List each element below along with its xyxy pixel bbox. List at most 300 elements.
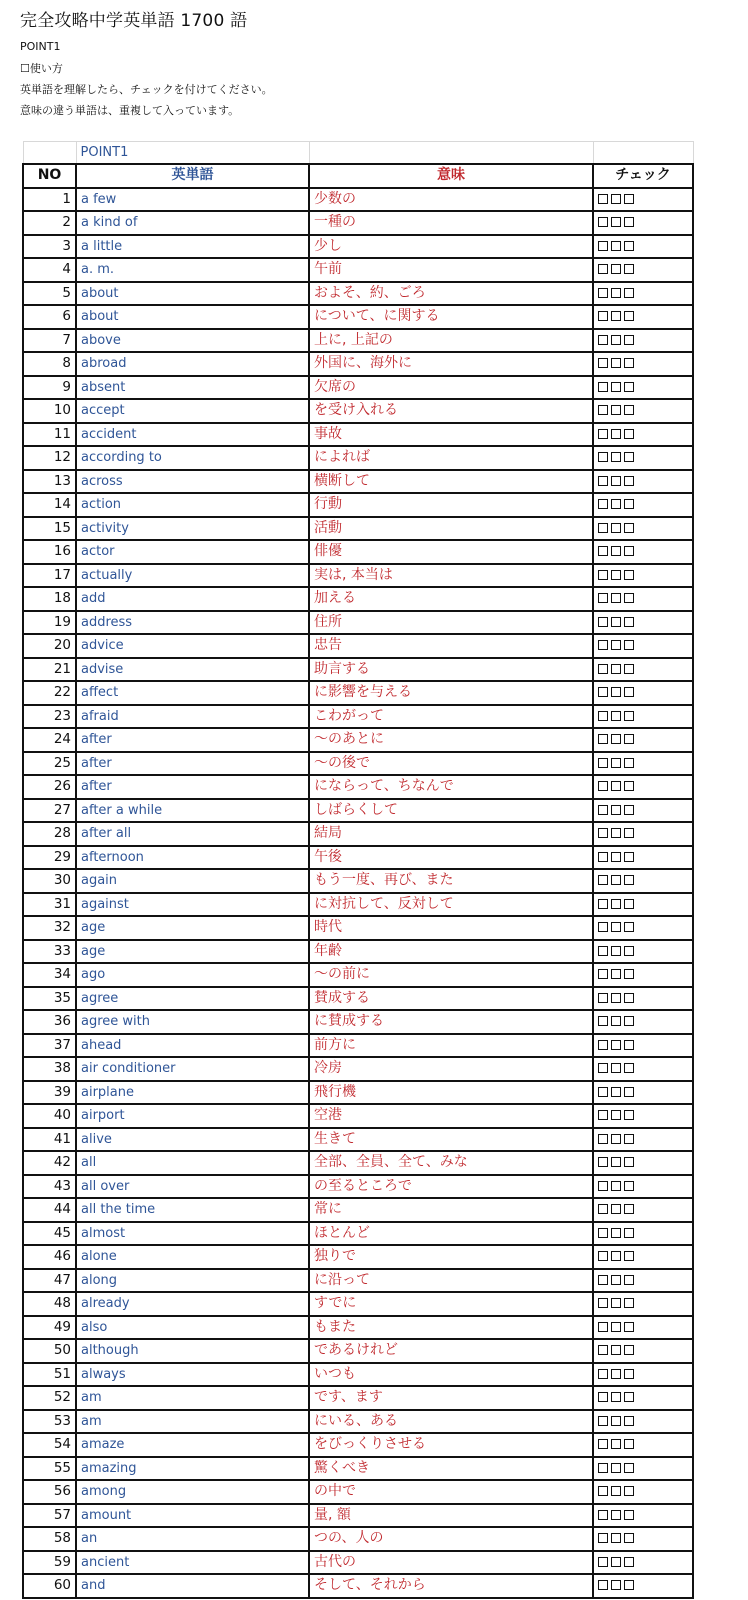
checkbox[interactable] (598, 1063, 608, 1073)
checkbox[interactable] (598, 852, 608, 862)
table-row (23, 1269, 693, 1293)
row-number: 14 (23, 493, 76, 517)
checkbox[interactable] (611, 1439, 621, 1449)
checkbox[interactable] (611, 476, 621, 486)
checkbox[interactable] (598, 1439, 608, 1449)
checkbox[interactable] (598, 899, 608, 909)
checkbox[interactable] (624, 1251, 634, 1261)
english-word: also (76, 1316, 309, 1340)
table-row (23, 869, 693, 893)
checkbox[interactable] (598, 1251, 608, 1261)
checkbox[interactable] (611, 899, 621, 909)
checkbox[interactable] (611, 1251, 621, 1261)
checkbox[interactable] (598, 1157, 608, 1167)
checkbox[interactable] (624, 899, 634, 909)
checkbox[interactable] (624, 1416, 634, 1426)
checkbox[interactable] (624, 476, 634, 486)
checkbox[interactable] (624, 523, 634, 533)
english-word: age (76, 916, 309, 940)
checkbox[interactable] (598, 546, 608, 556)
checkbox[interactable] (624, 264, 634, 274)
checkbox[interactable] (611, 452, 621, 462)
checkbox[interactable] (611, 781, 621, 791)
checkbox[interactable] (624, 828, 634, 838)
checkbox[interactable] (611, 1275, 621, 1285)
checkbox[interactable] (624, 1533, 634, 1543)
table-row (23, 658, 693, 682)
checkbox[interactable] (611, 969, 621, 979)
checkbox[interactable] (598, 1110, 608, 1120)
checkbox[interactable] (624, 1580, 634, 1590)
checkbox[interactable] (624, 1063, 634, 1073)
checkbox[interactable] (598, 311, 608, 321)
check-cell (593, 1222, 693, 1246)
checkbox[interactable] (624, 382, 634, 392)
checkbox[interactable] (598, 405, 608, 415)
checkbox[interactable] (624, 687, 634, 697)
checkbox[interactable] (624, 1510, 634, 1520)
checkbox[interactable] (624, 499, 634, 509)
checkbox[interactable] (624, 593, 634, 603)
check-cell (593, 728, 693, 752)
checkbox[interactable] (611, 875, 621, 885)
checkbox[interactable] (598, 711, 608, 721)
checkbox[interactable] (598, 1040, 608, 1050)
checkbox[interactable] (624, 1110, 634, 1120)
row-number: 35 (23, 987, 76, 1011)
checkbox[interactable] (598, 1016, 608, 1026)
row-number: 12 (23, 446, 76, 470)
checkbox[interactable] (598, 1275, 608, 1285)
checkbox[interactable] (624, 852, 634, 862)
check-cell (593, 1527, 693, 1551)
checkbox[interactable] (598, 288, 608, 298)
row-number: 23 (23, 705, 76, 729)
checkbox[interactable] (598, 264, 608, 274)
japanese-meaning: 忠告 (309, 634, 593, 658)
table-row (23, 423, 693, 447)
checkbox[interactable] (624, 734, 634, 744)
english-word: airport (76, 1104, 309, 1128)
japanese-meaning: ～の前に (309, 963, 593, 987)
checkbox[interactable] (611, 546, 621, 556)
checkbox[interactable] (624, 335, 634, 345)
english-word: amazing (76, 1457, 309, 1481)
checkbox[interactable] (611, 1369, 621, 1379)
checkbox[interactable] (611, 1580, 621, 1590)
checkbox[interactable] (624, 1557, 634, 1567)
english-word: accept (76, 399, 309, 423)
checkbox[interactable] (611, 852, 621, 862)
checkbox[interactable] (611, 922, 621, 932)
japanese-meaning: 前方に (309, 1034, 593, 1058)
japanese-meaning: 俳優 (309, 540, 593, 564)
checkbox[interactable] (624, 969, 634, 979)
checkbox[interactable] (611, 805, 621, 815)
checkbox[interactable] (624, 288, 634, 298)
japanese-meaning: 量, 額 (309, 1504, 593, 1528)
checkbox[interactable] (598, 758, 608, 768)
table-row (23, 329, 693, 353)
checkbox[interactable] (611, 734, 621, 744)
checkbox[interactable] (611, 1157, 621, 1167)
check-cell (593, 470, 693, 494)
checkbox[interactable] (611, 523, 621, 533)
checkbox[interactable] (598, 1533, 608, 1543)
checkbox[interactable] (624, 1345, 634, 1355)
checkbox[interactable] (611, 335, 621, 345)
checkbox[interactable] (624, 758, 634, 768)
check-cell (593, 329, 693, 353)
japanese-meaning: であるけれど (309, 1339, 593, 1363)
english-word: address (76, 611, 309, 635)
row-number: 1 (23, 188, 76, 212)
checkbox[interactable] (598, 523, 608, 533)
checkbox[interactable] (611, 617, 621, 627)
checkbox[interactable] (611, 405, 621, 415)
row-number: 3 (23, 235, 76, 259)
checkbox[interactable] (598, 1416, 608, 1426)
checkbox[interactable] (624, 1392, 634, 1402)
table-row (23, 1292, 693, 1316)
checkbox[interactable] (598, 499, 608, 509)
checkbox[interactable] (598, 828, 608, 838)
checkbox[interactable] (624, 1369, 634, 1379)
point-header-label: POINT1 (76, 142, 309, 165)
checkbox[interactable] (624, 805, 634, 815)
table-row (23, 1480, 693, 1504)
checkbox[interactable] (624, 1040, 634, 1050)
checkbox[interactable] (624, 1486, 634, 1496)
japanese-meaning: をびっくりさせる (309, 1433, 593, 1457)
row-number: 38 (23, 1057, 76, 1081)
checkbox[interactable] (598, 593, 608, 603)
checkbox[interactable] (611, 194, 621, 204)
english-word: according to (76, 446, 309, 470)
check-cell (593, 352, 693, 376)
japanese-meaning: に対抗して、反対して (309, 893, 593, 917)
checkbox[interactable] (598, 476, 608, 486)
checkbox[interactable] (598, 875, 608, 885)
english-word: agree (76, 987, 309, 1011)
checkbox[interactable] (598, 805, 608, 815)
row-number: 18 (23, 587, 76, 611)
checkbox[interactable] (611, 1392, 621, 1402)
checkbox[interactable] (624, 1157, 634, 1167)
table-row (23, 1128, 693, 1152)
checkbox[interactable] (611, 711, 621, 721)
checkbox[interactable] (598, 1322, 608, 1332)
english-word: among (76, 1480, 309, 1504)
row-number: 19 (23, 611, 76, 635)
check-cell (593, 1292, 693, 1316)
row-number: 9 (23, 376, 76, 400)
checkbox[interactable] (611, 664, 621, 674)
row-number: 27 (23, 799, 76, 823)
checkbox[interactable] (598, 664, 608, 674)
checkbox[interactable] (598, 570, 608, 580)
row-number: 20 (23, 634, 76, 658)
checkbox[interactable] (611, 311, 621, 321)
checkbox[interactable] (624, 217, 634, 227)
checkbox[interactable] (598, 335, 608, 345)
checkbox[interactable] (624, 922, 634, 932)
table-row (23, 470, 693, 494)
checkbox[interactable] (624, 617, 634, 627)
japanese-meaning: にならって、ちなんで (309, 775, 593, 799)
english-word: after (76, 752, 309, 776)
checkbox[interactable] (624, 993, 634, 1003)
row-number: 6 (23, 305, 76, 329)
checkbox[interactable] (611, 358, 621, 368)
checkbox[interactable] (624, 1463, 634, 1473)
checkbox[interactable] (598, 781, 608, 791)
table-row (23, 963, 693, 987)
checkbox[interactable] (598, 993, 608, 1003)
checkbox[interactable] (598, 1392, 608, 1402)
checkbox[interactable] (611, 1533, 621, 1543)
checkbox[interactable] (611, 1486, 621, 1496)
checkbox[interactable] (598, 946, 608, 956)
row-number: 42 (23, 1151, 76, 1175)
checkbox[interactable] (611, 241, 621, 251)
row-number: 34 (23, 963, 76, 987)
checkbox[interactable] (611, 640, 621, 650)
row-number: 46 (23, 1245, 76, 1269)
checkbox[interactable] (611, 1110, 621, 1120)
check-cell (593, 1128, 693, 1152)
checkbox[interactable] (611, 1557, 621, 1567)
japanese-meaning: 助言する (309, 658, 593, 682)
checkbox[interactable] (611, 1204, 621, 1214)
checkbox[interactable] (598, 617, 608, 627)
english-word: about (76, 305, 309, 329)
english-word: add (76, 587, 309, 611)
row-number: 44 (23, 1198, 76, 1222)
checkbox[interactable] (611, 993, 621, 1003)
row-number: 33 (23, 940, 76, 964)
checkbox[interactable] (624, 1275, 634, 1285)
checkbox[interactable] (624, 711, 634, 721)
checkbox[interactable] (598, 1204, 608, 1214)
japanese-meaning: もまた (309, 1316, 593, 1340)
row-number: 47 (23, 1269, 76, 1293)
check-cell (593, 258, 693, 282)
japanese-meaning: 住所 (309, 611, 593, 635)
row-number: 40 (23, 1104, 76, 1128)
checkbox[interactable] (624, 1134, 634, 1144)
table-row (23, 1034, 693, 1058)
checkbox[interactable] (611, 1322, 621, 1332)
checkbox[interactable] (611, 1063, 621, 1073)
checkbox[interactable] (598, 1228, 608, 1238)
english-word: amaze (76, 1433, 309, 1457)
japanese-meaning: 常に (309, 1198, 593, 1222)
check-cell (593, 1504, 693, 1528)
table-row (23, 775, 693, 799)
checkbox[interactable] (611, 217, 621, 227)
row-number: 48 (23, 1292, 76, 1316)
english-word: already (76, 1292, 309, 1316)
check-cell (593, 282, 693, 306)
japanese-meaning: によれば (309, 446, 593, 470)
english-word: air conditioner (76, 1057, 309, 1081)
checkbox[interactable] (598, 1181, 608, 1191)
check-cell (593, 1410, 693, 1434)
checkbox[interactable] (611, 1228, 621, 1238)
vocabulary-table (22, 141, 694, 1599)
check-cell (593, 634, 693, 658)
column-header-row (23, 164, 693, 188)
table-row (23, 611, 693, 635)
english-word: above (76, 329, 309, 353)
checkbox[interactable] (611, 1016, 621, 1026)
checkbox[interactable] (598, 1463, 608, 1473)
checkbox[interactable] (598, 1557, 608, 1567)
check-cell (593, 1269, 693, 1293)
checkbox[interactable] (624, 241, 634, 251)
checkbox[interactable] (611, 1463, 621, 1473)
checkbox[interactable] (611, 1040, 621, 1050)
checkbox[interactable] (598, 452, 608, 462)
checkbox[interactable] (624, 664, 634, 674)
checkbox[interactable] (611, 758, 621, 768)
check-cell (593, 822, 693, 846)
table-row (23, 258, 693, 282)
english-word: am (76, 1410, 309, 1434)
checkbox[interactable] (611, 288, 621, 298)
check-cell (593, 1480, 693, 1504)
checkbox[interactable] (624, 570, 634, 580)
row-number: 28 (23, 822, 76, 846)
checkbox[interactable] (624, 546, 634, 556)
checkbox[interactable] (624, 781, 634, 791)
checkbox[interactable] (624, 311, 634, 321)
checkbox[interactable] (624, 1087, 634, 1097)
checkbox[interactable] (598, 922, 608, 932)
japanese-meaning: ～のあとに (309, 728, 593, 752)
checkbox[interactable] (624, 1298, 634, 1308)
check-cell (593, 1034, 693, 1058)
checkbox[interactable] (611, 946, 621, 956)
checkbox[interactable] (611, 499, 621, 509)
check-cell (593, 1386, 693, 1410)
checkbox[interactable] (624, 194, 634, 204)
checkbox[interactable] (598, 1087, 608, 1097)
japanese-meaning: 古代の (309, 1551, 593, 1575)
checkbox[interactable] (624, 1181, 634, 1191)
checkbox[interactable] (611, 382, 621, 392)
checkbox[interactable] (611, 1134, 621, 1144)
checkbox[interactable] (598, 687, 608, 697)
vocabulary-table-body (23, 188, 693, 1598)
checkbox[interactable] (598, 1510, 608, 1520)
checkbox[interactable] (598, 1486, 608, 1496)
checkbox[interactable] (611, 1087, 621, 1097)
checkbox[interactable] (611, 828, 621, 838)
checkbox[interactable] (624, 946, 634, 956)
checkbox[interactable] (624, 640, 634, 650)
checkbox[interactable] (611, 687, 621, 697)
checkbox[interactable] (598, 194, 608, 204)
row-number: 39 (23, 1081, 76, 1105)
checkbox[interactable] (611, 429, 621, 439)
check-cell (593, 1081, 693, 1105)
checkbox[interactable] (624, 405, 634, 415)
table-row (23, 517, 693, 541)
row-number: 60 (23, 1574, 76, 1598)
check-cell (593, 1245, 693, 1269)
table-row (23, 352, 693, 376)
checkbox[interactable] (624, 1204, 634, 1214)
checkbox[interactable] (611, 1298, 621, 1308)
checkbox[interactable] (598, 382, 608, 392)
checkbox[interactable] (598, 969, 608, 979)
check-cell (593, 517, 693, 541)
table-row (23, 1175, 693, 1199)
checkbox[interactable] (624, 1322, 634, 1332)
table-row (23, 916, 693, 940)
checkbox[interactable] (624, 1228, 634, 1238)
check-cell (593, 493, 693, 517)
checkbox[interactable] (598, 429, 608, 439)
check-cell (593, 188, 693, 212)
checkbox[interactable] (611, 264, 621, 274)
checkbox[interactable] (624, 875, 634, 885)
checkbox[interactable] (598, 1298, 608, 1308)
checkbox[interactable] (624, 1439, 634, 1449)
checkbox[interactable] (598, 734, 608, 744)
table-row (23, 1527, 693, 1551)
checkbox[interactable] (624, 1016, 634, 1026)
checkbox[interactable] (611, 1416, 621, 1426)
checkbox[interactable] (598, 1345, 608, 1355)
checkbox[interactable] (611, 570, 621, 580)
table-row (23, 634, 693, 658)
english-word: age (76, 940, 309, 964)
checkbox[interactable] (598, 358, 608, 368)
check-cell (593, 1175, 693, 1199)
checkbox[interactable] (598, 1580, 608, 1590)
checkbox[interactable] (611, 593, 621, 603)
row-number: 53 (23, 1410, 76, 1434)
checkbox[interactable] (598, 241, 608, 251)
check-cell (593, 658, 693, 682)
table-row (23, 893, 693, 917)
checkbox[interactable] (598, 640, 608, 650)
row-number: 22 (23, 681, 76, 705)
checkbox[interactable] (598, 1369, 608, 1379)
checkbox[interactable] (611, 1510, 621, 1520)
row-number: 41 (23, 1128, 76, 1152)
row-number: 31 (23, 893, 76, 917)
checkbox[interactable] (598, 217, 608, 227)
checkbox[interactable] (624, 452, 634, 462)
checkbox[interactable] (598, 1134, 608, 1144)
japanese-meaning: 空港 (309, 1104, 593, 1128)
check-cell (593, 752, 693, 776)
checkbox[interactable] (624, 358, 634, 368)
table-row (23, 987, 693, 1011)
row-number: 15 (23, 517, 76, 541)
check-cell (593, 1151, 693, 1175)
japanese-meaning: いつも (309, 1363, 593, 1387)
checkbox[interactable] (624, 429, 634, 439)
checkbox[interactable] (611, 1181, 621, 1191)
table-row (23, 799, 693, 823)
table-row (23, 1151, 693, 1175)
checkbox[interactable] (611, 1345, 621, 1355)
